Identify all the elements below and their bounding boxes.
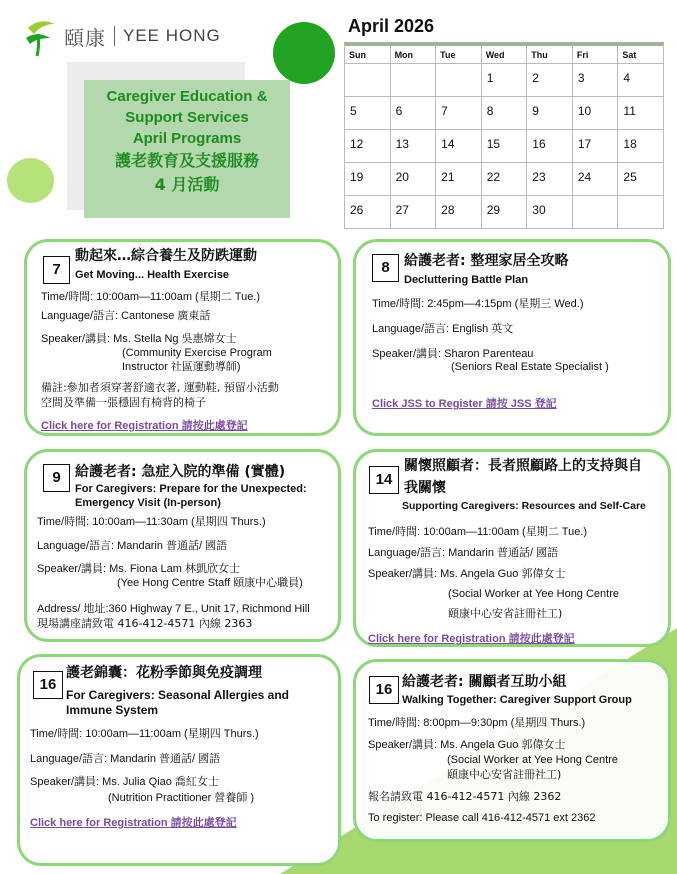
calendar-weekday: Mon — [391, 46, 436, 63]
title-line-chinese: 護老教育及支援服務 — [114, 151, 259, 170]
event-time: Time/時間: 10:00am—11:30am (星期四 Thurs.) — [37, 516, 266, 528]
event-speaker: Speaker/講員: Ms. Angela Guo 郭偉女士 — [368, 739, 566, 751]
event-speaker-role: (Community Exercise Program — [122, 347, 272, 359]
event-language: Language/語言: English 英文 — [372, 323, 514, 335]
calendar-day: 14 — [436, 130, 481, 162]
logo-leaf-icon — [22, 14, 58, 58]
calendar-weekday: Tue — [436, 46, 481, 63]
calendar-day: 3 — [573, 64, 618, 96]
calendar-day: 6 — [391, 97, 436, 129]
calendar-day: 22 — [482, 163, 527, 195]
decorative-circle-light — [7, 158, 54, 203]
event-time: Time/時間: 8:00pm—9:30pm (星期四 Thurs.) — [368, 717, 586, 729]
event-title-english: Supporting Caregivers: Resources and Self-Care — [402, 500, 646, 512]
calendar-day: 25 — [618, 163, 663, 195]
event-date: 14 — [369, 466, 399, 494]
calendar-month-title: April 2026 — [348, 16, 435, 36]
event-speaker-role: Instructor 社區運動導師) — [122, 361, 241, 373]
calendar-empty-cell — [391, 64, 436, 96]
calendar-weekday: Sun — [345, 46, 390, 63]
calendar-day: 19 — [345, 163, 390, 195]
calendar-day: 20 — [391, 163, 436, 195]
event-language: Language/語言: Mandarin 普通話/ 國語 — [30, 753, 221, 765]
event-speaker: Speaker/講員: Ms. Julia Qiao 喬紅女士 — [30, 776, 219, 788]
event-card-supporting-caregivers — [353, 449, 671, 647]
calendar-empty-cell — [436, 64, 481, 96]
event-speaker-role: (Yee Hong Centre Staff 頤康中心職員) — [117, 577, 303, 589]
calendar-day: 21 — [436, 163, 481, 195]
decorative-circle-dark — [273, 22, 335, 84]
title-line: Support Services — [125, 109, 249, 126]
calendar-day: 15 — [482, 130, 527, 162]
calendar-day: 18 — [618, 130, 663, 162]
event-title-chinese: 護老錦囊：花粉季節與免疫調理 — [66, 665, 262, 681]
event-speaker-role: (Seniors Real Estate Specialist ) — [451, 361, 609, 373]
event-language: Language/語言: Mandarin 普通話/ 國語 — [368, 547, 559, 559]
calendar-day: 10 — [573, 97, 618, 129]
title-line: April Programs — [132, 130, 242, 147]
registration-link[interactable]: Click here for Registration 請按此處登記 — [368, 633, 575, 645]
event-title-english: Get Moving... Health Exercise — [75, 269, 230, 281]
event-title-english: Immune System — [66, 703, 159, 717]
logo-chinese-name: 頤康 — [64, 25, 106, 50]
calendar-day: 2 — [527, 64, 572, 96]
calendar-day: 1 — [482, 64, 527, 96]
calendar-empty-cell — [573, 196, 618, 228]
event-speaker-role: 頤康中心安省註冊社工) — [448, 607, 563, 620]
calendar-day: 11 — [618, 97, 663, 129]
event-card-exercise — [24, 239, 341, 436]
event-speaker-role: (Social Worker at Yee Hong Centre — [448, 588, 619, 600]
logo-english-name: YEE HONG — [123, 26, 221, 45]
event-speaker-role: (Nutrition Practitioner 營養師 ) — [108, 792, 255, 804]
event-title-chinese: 關懷照顧者：長者照顧路上的支持與自 — [404, 458, 642, 474]
calendar-day: 27 — [391, 196, 436, 228]
event-speaker: Speaker/講員: Ms. Fiona Lam 林凱欣女士 — [37, 563, 240, 575]
calendar-weekday: Wed — [482, 46, 527, 63]
event-date: 16 — [33, 671, 63, 699]
calendar-day: 4 — [618, 64, 663, 96]
calendar-empty-cell — [345, 64, 390, 96]
calendar-day: 8 — [482, 97, 527, 129]
event-card-emergency-visit — [24, 449, 341, 642]
event-date: 9 — [43, 464, 70, 492]
event-title-chinese: 給護老者: 關顧者互助小組 — [402, 674, 567, 690]
event-address: Address/ 地址:360 Highway 7 E., Unit 17, Richmond Hill — [37, 603, 310, 615]
event-date: 8 — [372, 254, 399, 282]
event-title-chinese: 給護老者: 急症入院的準備 (實體) — [75, 464, 286, 480]
event-time: Time/時間: 2:45pm—4:15pm (星期三 Wed.) — [372, 298, 584, 310]
calendar-empty-cell — [618, 196, 663, 228]
event-time: Time/時間: 10:00am—11:00am (星期四 Thurs.) — [30, 728, 259, 740]
calendar-day: 5 — [345, 97, 390, 129]
calendar-day: 13 — [391, 130, 436, 162]
logo-divider — [114, 26, 115, 46]
event-title-chinese: 我關懷 — [404, 480, 446, 496]
calendar-weekday: Fri — [573, 46, 618, 63]
calendar-day: 12 — [345, 130, 390, 162]
calendar-day: 16 — [527, 130, 572, 162]
event-card-decluttering — [353, 239, 671, 436]
event-speaker: Speaker/講員: Ms. Angela Guo 郭偉女士 — [368, 568, 566, 580]
event-title-english: Decluttering Battle Plan — [404, 274, 529, 286]
event-date: 7 — [43, 256, 70, 284]
event-speaker: Speaker/講員: Ms. Stella Ng 吳惠嫦女士 — [41, 333, 237, 345]
calendar-day: 29 — [482, 196, 527, 228]
event-time: Time/時間: 10:00am—11:00am (星期二 Tue.) — [41, 291, 261, 303]
event-register-phone: 報名請致電 416-412-4571 內線 2362 — [368, 790, 562, 803]
calendar-weekday: Sat — [618, 46, 663, 63]
event-register-phone: 現場講座請致電 416-412-4571 內線 2363 — [37, 617, 253, 630]
calendar-day: 23 — [527, 163, 572, 195]
registration-link[interactable]: Click here for Registration 請按此處登記 — [41, 420, 248, 432]
calendar-day: 26 — [345, 196, 390, 228]
calendar-grid — [344, 42, 664, 229]
april-calendar — [344, 16, 664, 229]
calendar-day: 24 — [573, 163, 618, 195]
calendar-weekday: Thu — [527, 46, 572, 63]
event-note: 空間及準備一張穩固有椅背的椅子 — [41, 396, 206, 409]
event-card-seasonal-allergies — [17, 654, 341, 866]
calendar-day: 30 — [527, 196, 572, 228]
title-line: Caregiver Education & — [106, 88, 268, 105]
yee-hong-logo — [22, 14, 221, 58]
event-title-chinese: 動起來…綜合養生及防跌運動 — [75, 248, 257, 264]
event-title-english: For Caregivers: Prepare for the Unexpected: — [75, 483, 307, 495]
jss-registration-link[interactable]: Click JSS to Register 請按 JSS 登記 — [372, 398, 557, 410]
event-card-support-group — [353, 659, 671, 842]
calendar-day: 7 — [436, 97, 481, 129]
event-title-english: Walking Together: Caregiver Support Group — [402, 694, 632, 706]
event-speaker-role: 頤康中心安省註冊社工) — [447, 768, 562, 781]
event-language: Language/語言: Mandarin 普通話/ 國語 — [37, 540, 228, 552]
event-note: 備註:參加者須穿著舒適衣著, 運動鞋, 預留小活動 — [41, 381, 279, 394]
event-speaker: Speaker/講員: Sharon Parenteau — [372, 348, 534, 360]
event-date: 16 — [369, 676, 399, 704]
event-language: Language/語言: Cantonese 廣東話 — [41, 310, 211, 322]
event-title-english: For Caregivers: Seasonal Allergies and — [66, 688, 289, 702]
event-title-english: Emergency Visit (In-person) — [75, 497, 221, 509]
event-speaker-role: (Social Worker at Yee Hong Centre — [447, 754, 618, 766]
calendar-day: 28 — [436, 196, 481, 228]
event-register-phone: To register: Please call 416-412-4571 ext 2362 — [368, 812, 596, 824]
calendar-day: 9 — [527, 97, 572, 129]
program-title-card — [84, 80, 290, 218]
calendar-day: 17 — [573, 130, 618, 162]
event-title-chinese: 給護老者: 整理家居全攻略 — [404, 253, 569, 269]
title-line-chinese: 4 月活動 — [154, 175, 220, 194]
registration-link[interactable]: Click here for Registration 請按此處登記 — [30, 817, 237, 829]
event-time: Time/時間: 10:00am—11:00am (星期二 Tue.) — [368, 526, 588, 538]
